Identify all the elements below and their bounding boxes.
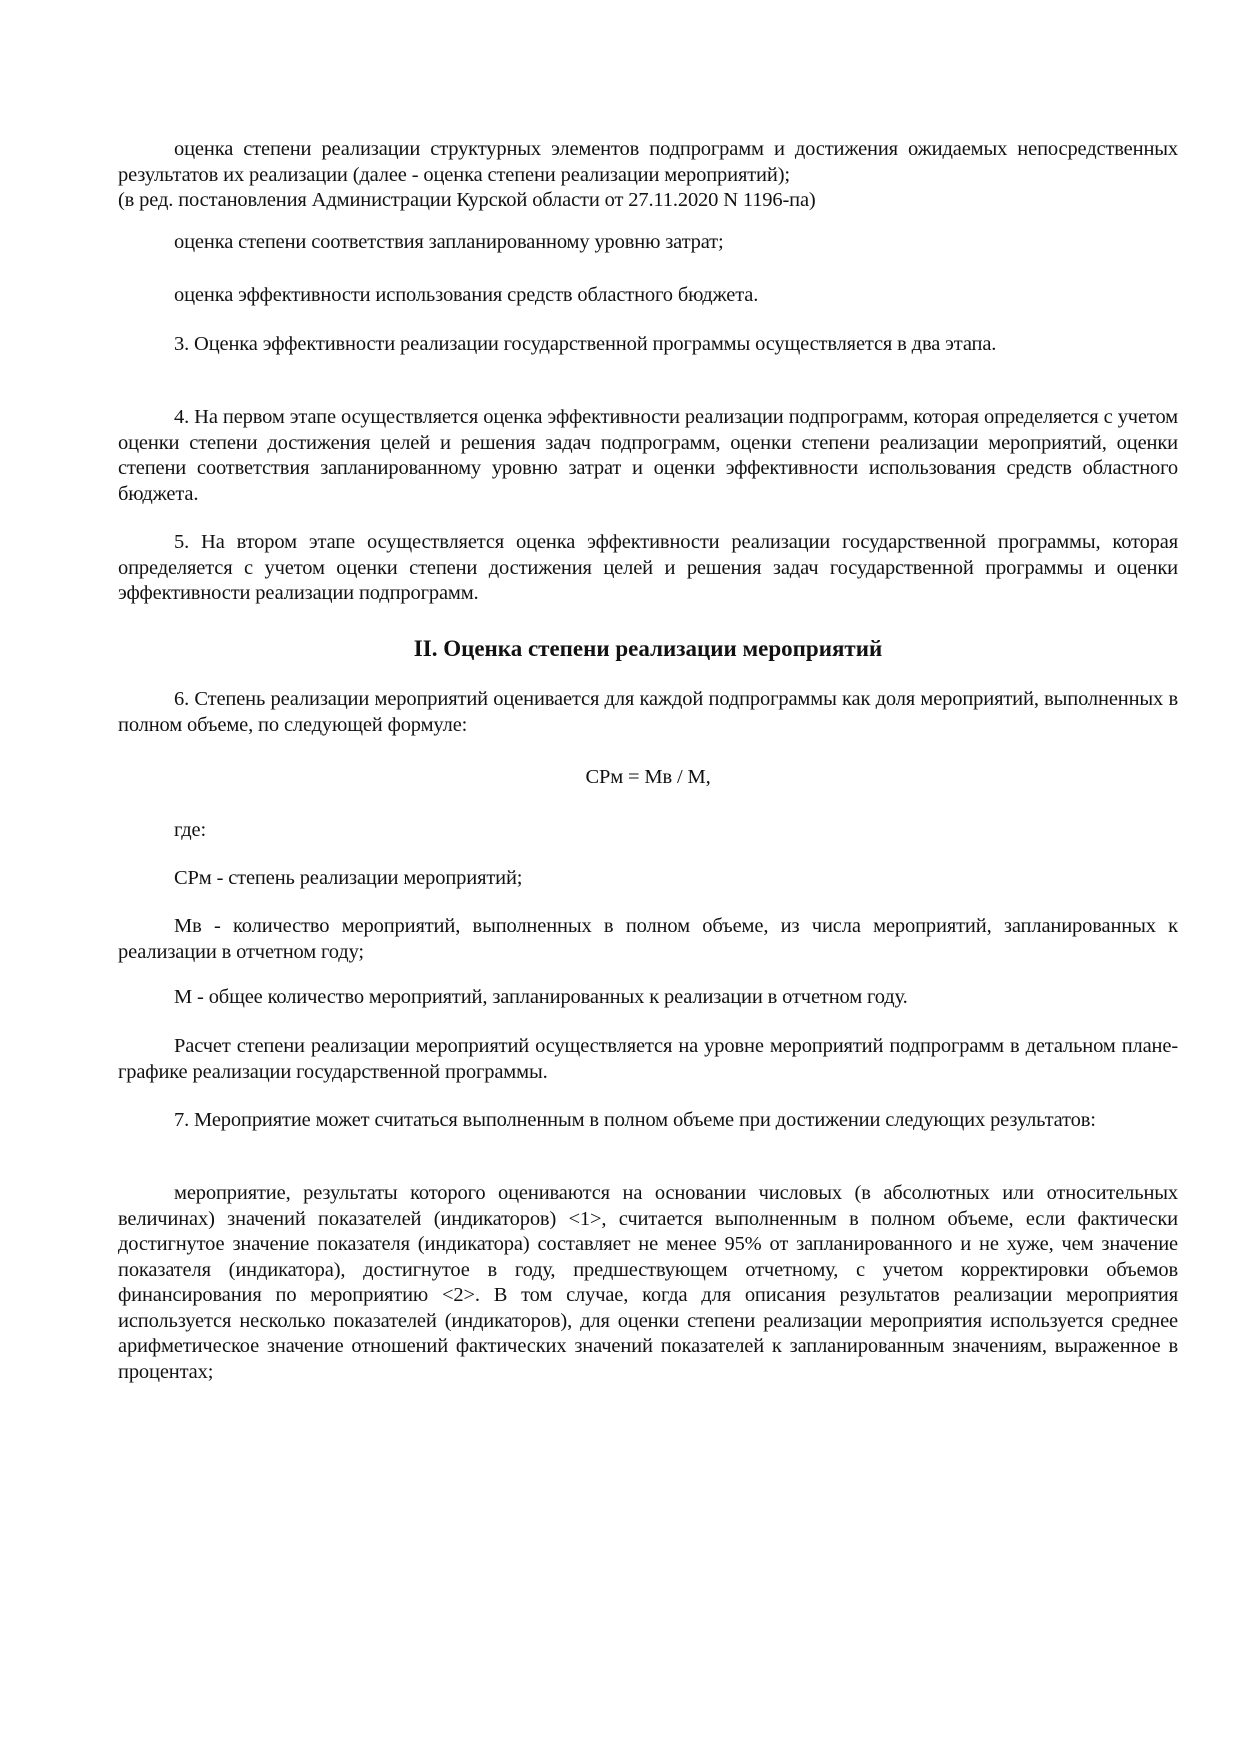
paragraph-item-5: 5. На втором этапе осуществляется оценка эффективности реализации государственной программы, которая определяется с учетом оценки степени достижения целей и решения задач государственной программы и оценки эффективности реализации подпрограмм. <box>118 531 1178 604</box>
paragraph-item-3: 3. Оценка эффективности реализации государственной программы осуществляется в два этапа. <box>174 333 997 355</box>
calculation-paragraph: Расчет степени реализации мероприятий осуществляется на уровне мероприятий подпрограмм в детальном плане-графике реализации государственной программы. <box>118 1035 1178 1083</box>
definition-m: М - общее количество мероприятий, запланированных к реализации в отчетном году. <box>174 986 908 1008</box>
amendment-note: (в ред. постановления Администрации Курской области от 27.11.2020 N 1196-па) <box>118 189 816 211</box>
paragraph-item-4: 4. На первом этапе осуществляется оценка эффективности реализации подпрограмм, которая определяется с учетом оценки степени достижения целей и решения задач подпрограмм, оценки степени реализации мероприятий, оценки степени соответствия запланированному уровню затрат и оценки эффективности использования средств областного бюджета. <box>118 406 1178 505</box>
formula: СРм = Мв / М, <box>585 766 711 788</box>
paragraph-item-6: 6. Степень реализации мероприятий оценивается для каждой подпрограммы как доля мероприятий, выполненных в полном объеме, по следующей формуле: <box>118 688 1178 736</box>
definition-srm: СРм - степень реализации мероприятий; <box>174 867 523 889</box>
paragraph-2: оценка степени соответствия запланированному уровню затрат; <box>174 231 724 253</box>
paragraph-item-7: 7. Мероприятие может считаться выполненным в полном объеме при достижении следующих результатов: <box>174 1109 1096 1131</box>
definition-mv: Мв - количество мероприятий, выполненных в полном объеме, из числа мероприятий, запланированных к реализации в отчетном году; <box>118 915 1178 963</box>
where-label: где: <box>174 819 207 841</box>
paragraph-1: оценка степени реализации структурных элементов подпрограмм и достижения ожидаемых непосредственных результатов их реализации (далее - оценка степени реализации мероприятий); <box>118 138 1178 186</box>
section-heading: II. Оценка степени реализации мероприятий <box>413 636 883 661</box>
paragraph-3: оценка эффективности использования средств областного бюджета. <box>174 284 759 306</box>
paragraph-numeric-results: мероприятие, результаты которого оцениваются на основании числовых (в абсолютных или относительных величинах) значений показателей (индикаторов) <1>, считается выполненным в полном объеме, если фактически достигнутое значение показателя (индикатора) составляет не менее 95% от запланированного и не хуже, чем значение показателя (индикатора), достигнутое в году, предшествующем отчетному, с учетом корректировки объемов финансирования по мероприятию <2>. В том случае, когда для описания результатов реализации мероприятия используется несколько показателей (индикаторов), для оценки степени реализации мероприятия используется среднее арифметическое значение отношений фактических значений показателей к запланированным значениям, выраженное в процентах; <box>118 1182 1178 1383</box>
